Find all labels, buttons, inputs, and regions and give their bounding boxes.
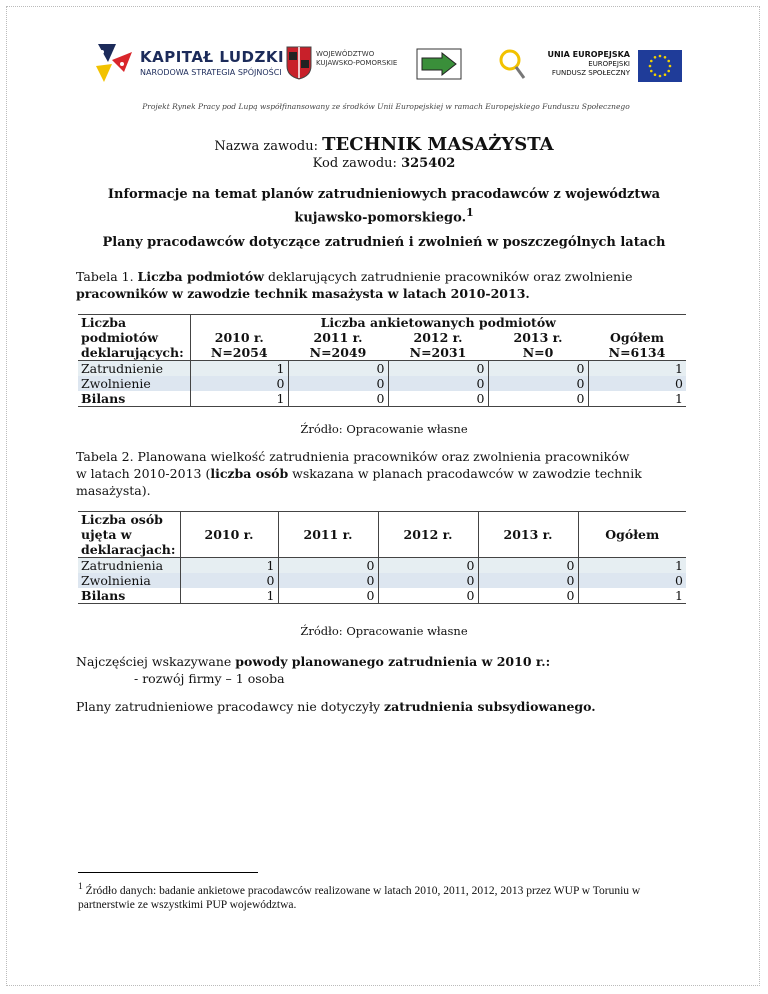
table2-year-header: 2013 r. [478,512,578,558]
table1-source: Źródło: Opracowanie własne [300,422,468,436]
table2-row-label: Zatrudnienia [78,558,180,574]
table2-source: Źródło: Opracowanie własne [300,624,468,638]
occupation-code-label: Kod zawodu: [312,156,397,171]
table-cell: 0 [378,573,478,588]
table1-row-label: Bilans [78,391,190,407]
occupation-name-value: TECHNIK MASAŻYSTA [322,134,554,155]
voivodeship-line-2: KUJAWSKO-POMORSKIE [316,59,398,67]
table2-year-header: 2011 r. [278,512,378,558]
table-cell: 0 [378,558,478,574]
table-cell: 0 [288,361,388,377]
table-row [78,573,686,588]
table1-row-label: Zatrudnienie [78,361,190,377]
table-cell: 1 [588,391,686,407]
table2-row-label-2: ujęta w [78,527,180,542]
voivodeship-crest-icon [286,46,312,80]
table2-row-label-3: deklaracjach: [78,542,180,558]
table1-row-label-2: podmiotów [78,330,190,345]
table1-group-header: Liczba ankietowanych podmiotów [190,315,686,331]
magnifier-logo-icon [498,48,526,84]
table1-caption-bold-end: pracowników w zawodzie technik masażysta w latach 2010-2013. [76,286,530,301]
table1-caption-bold: Liczba podmiotów [137,269,264,284]
table2-year-header: Ogółem [578,512,686,558]
table2-row-label: Zwolnienia [78,573,180,588]
subsidy-text: Plany zatrudnieniowe pracodawcy nie dotyczyły [76,699,385,714]
table2 [78,511,686,604]
table-cell: 0 [180,573,278,588]
occupation-code-line [0,156,768,171]
table-cell: 1 [588,361,686,377]
kapital-ludzki-subtitle: NARODOWA STRATEGIA SPÓJNOŚCI [140,68,282,77]
table1-year-header: 2011 r. [313,330,363,345]
eu-line-2: EUROPEJSKI [588,60,630,68]
reasons-paragraph [76,653,696,670]
table1-row-label-1: Liczba [78,315,190,331]
table1-year-header: 2013 r. [513,330,563,345]
table-cell: 0 [388,391,488,407]
table-cell: 1 [190,361,288,377]
project-cofinancing-line: Projekt Rynek Pracy pod Lupą współfinansowany ze środków Unii Europejskiej w ramach Europejskiego Funduszu Społecznego [142,102,630,111]
table-cell: 1 [190,391,288,407]
table-cell: 0 [288,376,388,391]
table-cell: 0 [190,376,288,391]
table1-year-header: 2012 r. [413,330,463,345]
reasons-text: Najczęściej wskazywane [76,654,236,669]
occupation-code-value: 325402 [401,156,456,171]
info-heading [0,186,768,227]
table1-caption [76,268,696,302]
table2-year-header: 2010 r. [180,512,278,558]
eu-line-1: UNIA EUROPEJSKA [547,50,630,59]
table1-row-label-3: deklarujących: [78,345,190,361]
table2-row-label-1: Liczba osób [78,512,180,528]
footnote-divider [78,872,258,873]
table-row [78,376,686,391]
table2-year-header: 2012 r. [378,512,478,558]
footnote-mark: 1 [78,881,83,892]
table1-caption-prefix: Tabela 1. [76,269,138,284]
table1-count-header: N=0 [522,345,554,360]
info-heading-line-2: kujawsko-pomorskiego. [294,210,467,226]
table1-year-header: 2010 r. [214,330,264,345]
table-row [78,588,686,604]
table-cell: 1 [578,558,686,574]
footnote-reference[interactable]: 1 [466,206,474,219]
table1-count-header: N=2031 [409,345,467,360]
table1-caption-middle: deklarujących zatrudnienie pracowników oraz zwolnienie [264,269,633,284]
plans-heading: Plany pracodawców dotyczące zatrudnień i zwolnień w poszczególnych latach [102,235,666,250]
table-cell: 0 [488,361,588,377]
table2-caption-suffix: wskazana w planach pracodawców w zawodzie technik [288,466,642,481]
table-cell: 0 [488,391,588,407]
table-cell: 0 [478,558,578,574]
table-cell: 0 [588,376,686,391]
table2-caption [76,448,696,499]
kapital-ludzki-logo [94,42,134,86]
table-cell: 0 [278,588,378,604]
occupation-name-label: Nazwa zawodu: [214,139,319,154]
table-row [78,391,686,407]
table-cell: 1 [578,588,686,604]
table-cell: 0 [388,376,488,391]
table2-caption-prefix: w latach 2010-2013 ( [76,466,211,481]
table1-count-header: N=2054 [210,345,268,360]
info-heading-line-1: Informacje na temat planów zatrudnieniowych pracodawców z województwa [107,187,661,202]
table-cell: 0 [388,361,488,377]
list-item: - rozwój firmy – 1 osoba [134,671,285,686]
voivodeship-line-1: WOJEWÓDZTWO [316,50,375,58]
table-cell: 0 [478,573,578,588]
table-cell: 0 [378,588,478,604]
reasons-text-bold: powody planowanego zatrudnienia w 2010 r.: [235,654,551,669]
header-logo-bar [90,36,682,112]
subsidy-paragraph [76,698,696,715]
table-cell: 0 [278,573,378,588]
table1-year-header: Ogółem [610,330,664,345]
occupation-name-line [0,134,768,155]
footnote [78,880,698,912]
table2-caption-end: masażysta). [76,483,151,498]
table-cell: 0 [278,558,378,574]
wup-arrow-logo [416,48,462,80]
table-cell: 0 [578,573,686,588]
voivodeship-name [316,50,397,68]
table2-caption-line-1: Tabela 2. Planowana wielkość zatrudnienia pracowników oraz zwolnienia pracowników [76,449,630,464]
subsidy-text-bold: zatrudnienia subsydiowanego. [384,699,596,714]
table-cell: 1 [180,588,278,604]
table-cell: 0 [478,588,578,604]
table2-caption-bold: liczba osób [210,466,289,481]
table1-count-header: N=2049 [309,345,367,360]
eu-label [534,50,630,78]
table1 [78,314,686,407]
footnote-text: Źródło danych: badanie ankietowe pracodawców realizowane w latach 2010, 2011, 2012, 2013 przez WUP w Toruniu w partnerstwie ze wszystkimi PUP województwa. [78,884,641,911]
kapital-ludzki-title: KAPITAŁ LUDZKI [140,48,285,66]
table2-row-label: Bilans [78,588,180,604]
table1-count-header: N=6134 [608,345,666,360]
table-cell: 0 [288,391,388,407]
eu-line-3: FUNDUSZ SPOŁECZNY [551,69,630,77]
table-row [78,558,686,574]
eu-flag-icon [638,50,682,82]
table-row [78,361,686,377]
table1-row-label: Zwolnienie [78,376,190,391]
table-cell: 0 [488,376,588,391]
table-cell: 1 [180,558,278,574]
